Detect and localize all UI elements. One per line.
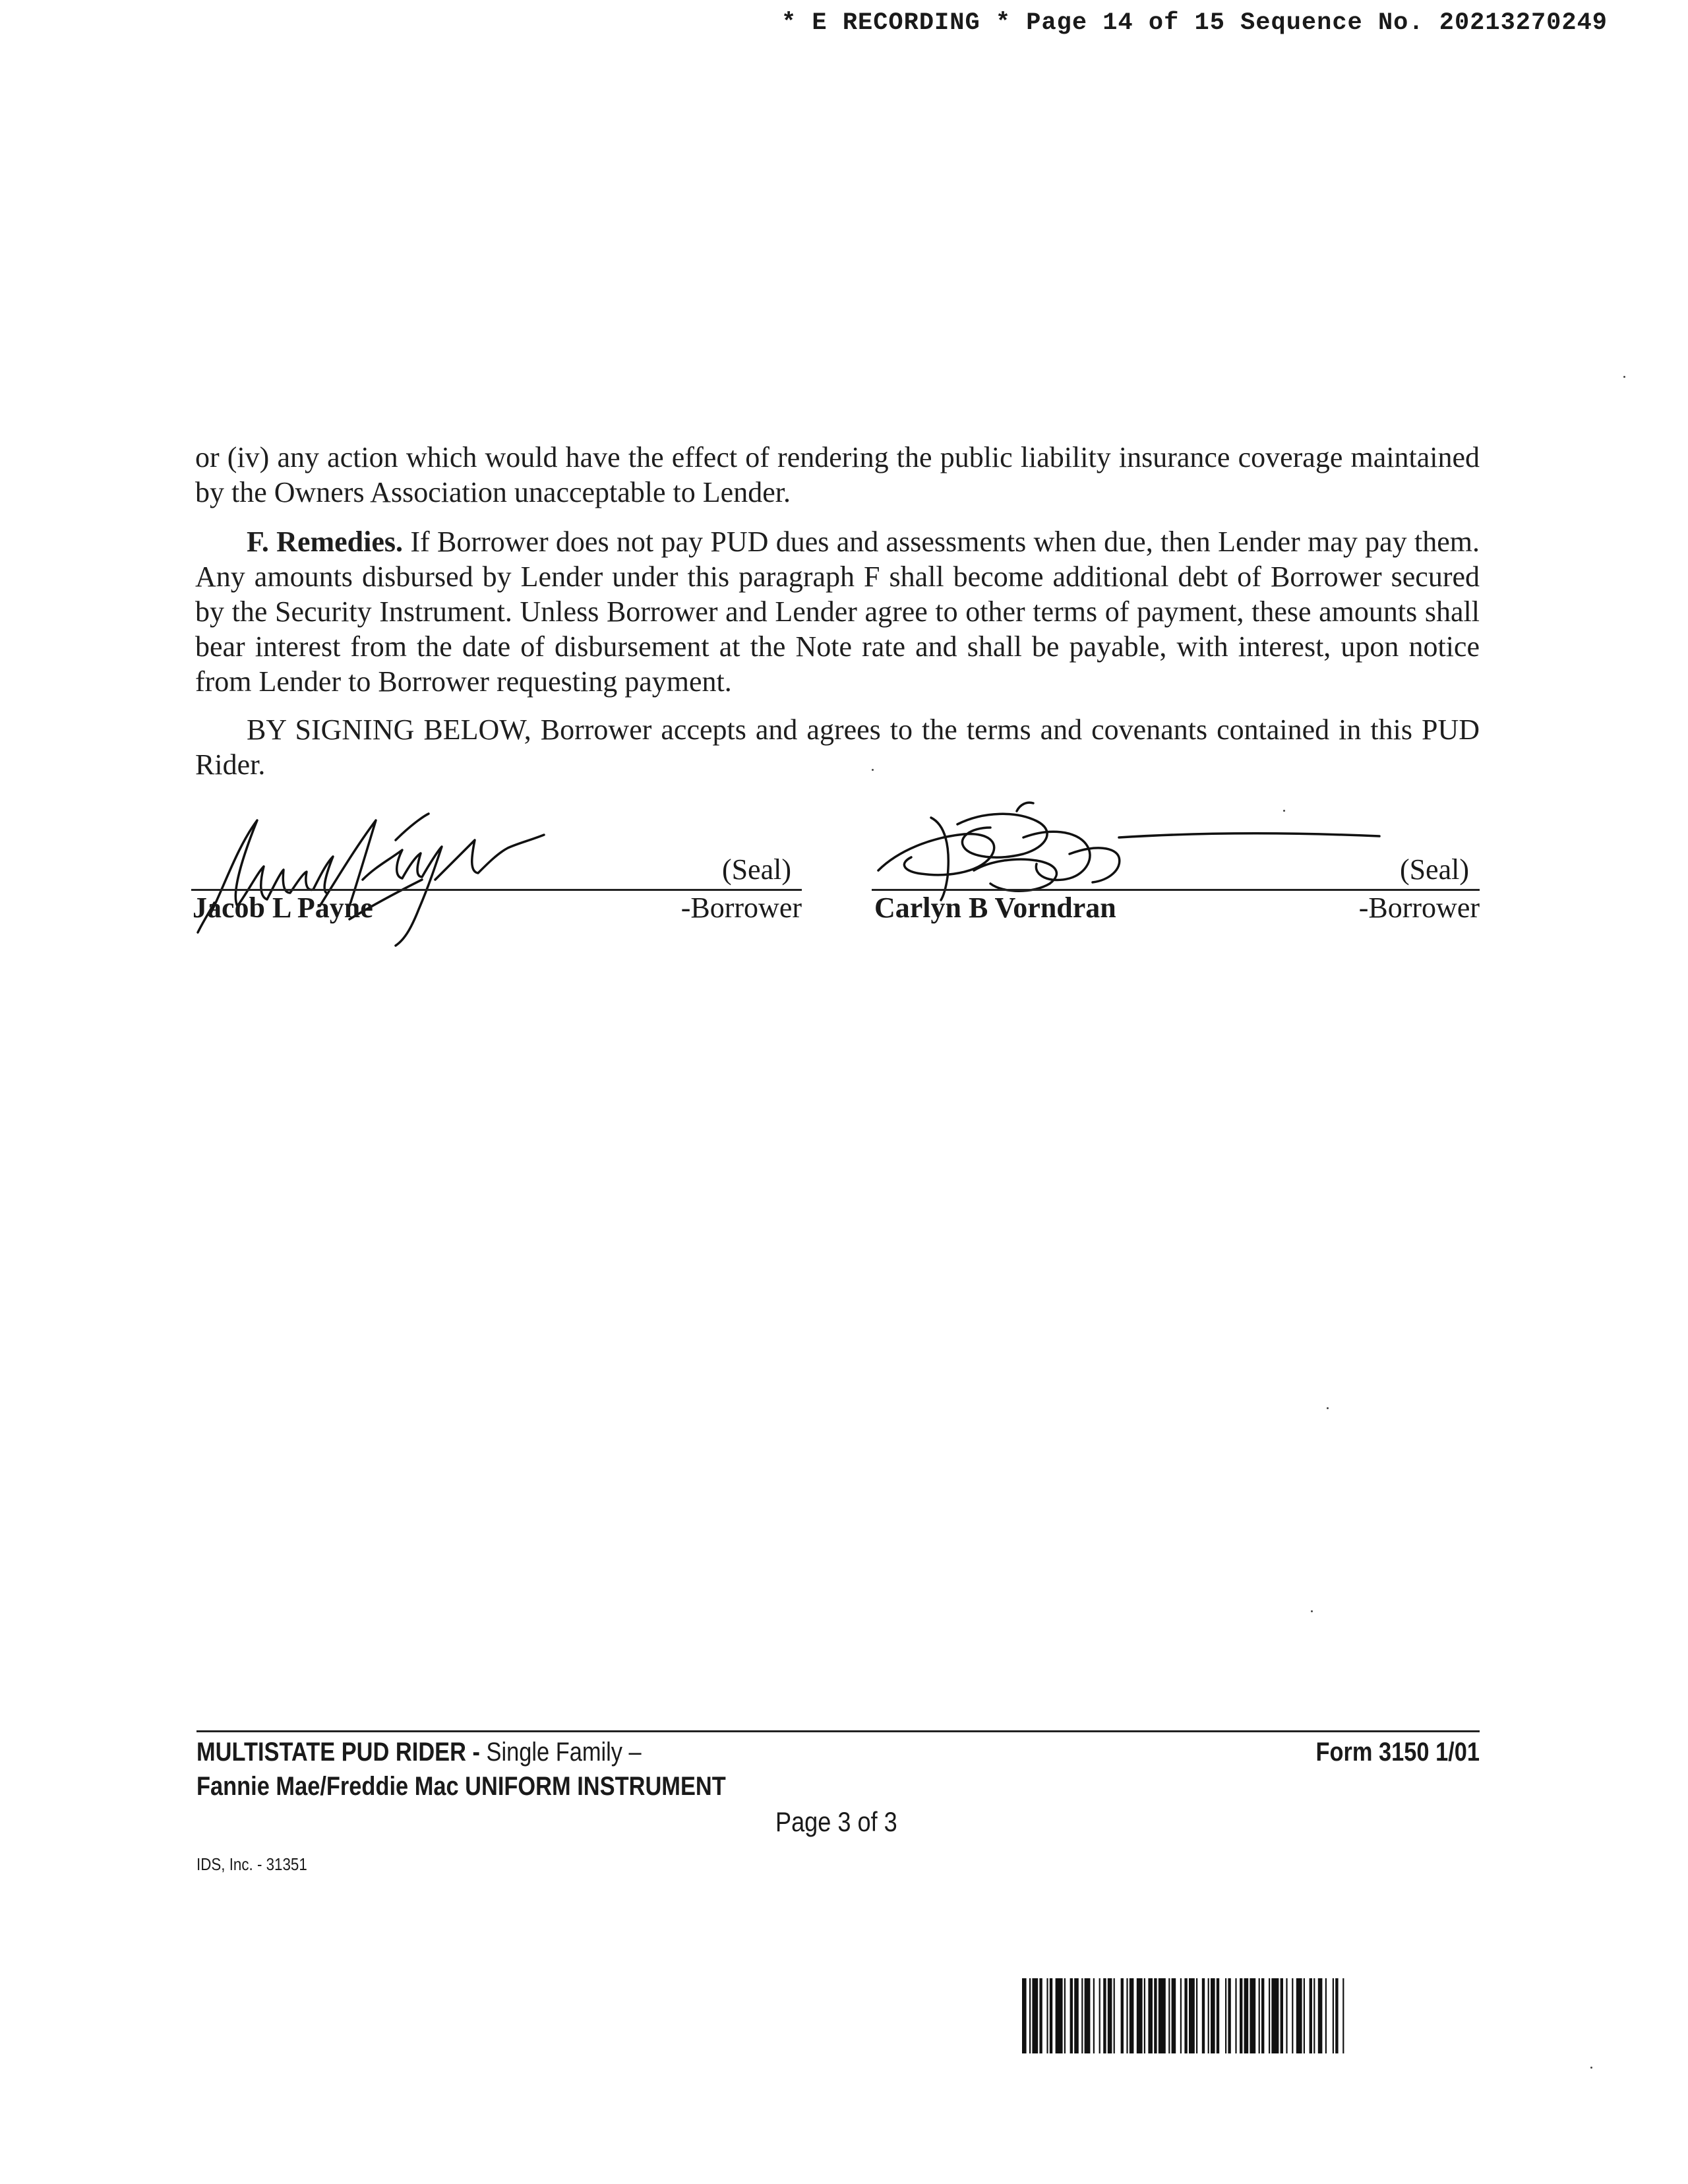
scan-speck [1283, 810, 1285, 812]
barcode-bar [1144, 1978, 1145, 2053]
signer-name-1: Jacob L Payne [193, 892, 373, 924]
barcode-bar [1281, 1978, 1283, 2053]
barcode-bar [1039, 1978, 1042, 2053]
barcode-bar [1342, 1978, 1344, 2053]
barcode-bar [1154, 1978, 1157, 2053]
signature-block-borrower-1 [191, 798, 802, 924]
barcode-bar [1261, 1978, 1264, 2053]
barcode-bar [1121, 1978, 1124, 2053]
barcode-bar [1148, 1978, 1153, 2053]
barcode-bar [1022, 1978, 1027, 2053]
barcode-bar [1304, 1978, 1305, 2053]
seal-label-1: (Seal) [721, 853, 791, 886]
barcode-bar [1070, 1978, 1073, 2053]
footer-title-bold: MULTISTATE PUD RIDER - [196, 1738, 480, 1767]
barcode-bar [1180, 1978, 1182, 2053]
signature-line-2 [872, 889, 1480, 891]
signer-role-1: -Borrower [680, 892, 802, 924]
barcode-bar [1108, 1978, 1112, 2053]
barcode-bar [1099, 1978, 1100, 2053]
footer-title [196, 1736, 642, 1769]
footer-subtitle: Fannie Mae/Freddie Mac UNIFORM INSTRUMENT [196, 1772, 726, 1801]
signer-role-2: -Borrower [1358, 892, 1480, 924]
footer-rule [196, 1730, 1480, 1732]
barcode-bar [1318, 1978, 1323, 2053]
footer-title-regular: Single Family – [479, 1738, 642, 1767]
recording-header: * E RECORDING * Page 14 of 15 Sequence No. 20213270249 [781, 9, 1608, 37]
barcode-bar [1056, 1978, 1063, 2053]
barcode-bar [1159, 1978, 1166, 2053]
barcode-bar [1217, 1978, 1219, 2053]
barcode-bar [1172, 1978, 1176, 2053]
barcode-bar [1114, 1978, 1115, 2053]
barcode-bar [1184, 1978, 1187, 2053]
signer-name-2: Carlyn B Vorndran [874, 892, 1116, 924]
signature-line-1 [191, 889, 802, 891]
barcode-bar [1196, 1978, 1197, 2053]
signing-statement: BY SIGNING BELOW, Borrower accepts and agrees to the terms and covenants contained in this PUD Rider. [195, 713, 1480, 781]
barcode-bar [1325, 1978, 1327, 2053]
paragraph-2 [195, 524, 1480, 699]
scan-speck [1327, 1407, 1329, 1409]
barcode-bar [1333, 1978, 1334, 2053]
barcode-bar [1269, 1978, 1270, 2053]
page-indicator: Page 3 of 3 [775, 1806, 897, 1837]
vendor-code: IDS, Inc. - 31351 [196, 1854, 307, 1874]
barcode-bar [1137, 1978, 1143, 2053]
barcode-bar [1029, 1978, 1031, 2053]
barcode-bar [1130, 1978, 1134, 2053]
handwritten-signature-1 [185, 794, 607, 952]
barcode-bar [1085, 1978, 1091, 2053]
scan-speck [1311, 1610, 1313, 1612]
scan-speck [1623, 376, 1625, 378]
barcode-bar [1235, 1978, 1236, 2053]
barcode-bar [1286, 1978, 1287, 2053]
barcode-bar [1126, 1978, 1128, 2053]
barcode-bar [1313, 1978, 1315, 2053]
paragraph-1-text: or (iv) any action which would have the effect of rendering the public liability insurance coverage maintained by the Owners Association unacceptable to Lender. [195, 441, 1480, 508]
barcode-bar [1240, 1978, 1242, 2053]
signature-block-borrower-2 [872, 798, 1480, 924]
barcode-bar [1202, 1978, 1205, 2053]
barcode-bar [1081, 1978, 1083, 2053]
barcode-bar [1168, 1978, 1170, 2053]
barcode-bar [1093, 1978, 1095, 2053]
barcode-bar [1050, 1978, 1052, 2053]
barcode-bar [1228, 1978, 1230, 2053]
barcode-bar [1335, 1978, 1338, 2053]
barcode-bar [1103, 1978, 1106, 2053]
form-number: Form 3150 1/01 [1315, 1738, 1480, 1767]
barcode-bar [1189, 1978, 1195, 2053]
seal-label-2: (Seal) [1399, 853, 1469, 886]
barcode-bar [1225, 1978, 1226, 2053]
barcode-bar [1064, 1978, 1066, 2053]
barcode-bar [1271, 1978, 1279, 2053]
scan-speck [1590, 2067, 1592, 2069]
remedies-heading: F. Remedies. [247, 526, 404, 558]
barcode-bar [1244, 1978, 1249, 2053]
barcode-bar [1208, 1978, 1209, 2053]
paragraph-signing [195, 712, 1480, 782]
barcode-bar [1259, 1978, 1260, 2053]
paragraph-remedies [195, 524, 1480, 699]
barcode-bar [1310, 1978, 1312, 2053]
barcode-bar [1292, 1978, 1293, 2053]
barcode [1022, 1978, 1470, 2053]
scan-speck [872, 769, 874, 771]
paragraph-owners-association [195, 440, 1480, 510]
barcode-bar [1046, 1978, 1048, 2053]
remedies-text: If Borrower does not pay PUD dues and assessments when due, then Lender may pay them. Any amounts disbursed by Lender under this paragraph F shall become additional debt of Borrower secured by the Security Instrument. Unless Borrower and Lender agree to other terms of payment, these amounts shall bear interest from the date of disbursement at the Note rate and shall be payable, with interest, upon notice from Lender to Borrower requesting payment. [195, 526, 1480, 698]
barcode-bar [1074, 1978, 1079, 2053]
barcode-bar [1250, 1978, 1255, 2053]
barcode-bar [1032, 1978, 1038, 2053]
barcode-bar [1211, 1978, 1215, 2053]
barcode-bar [1296, 1978, 1302, 2053]
